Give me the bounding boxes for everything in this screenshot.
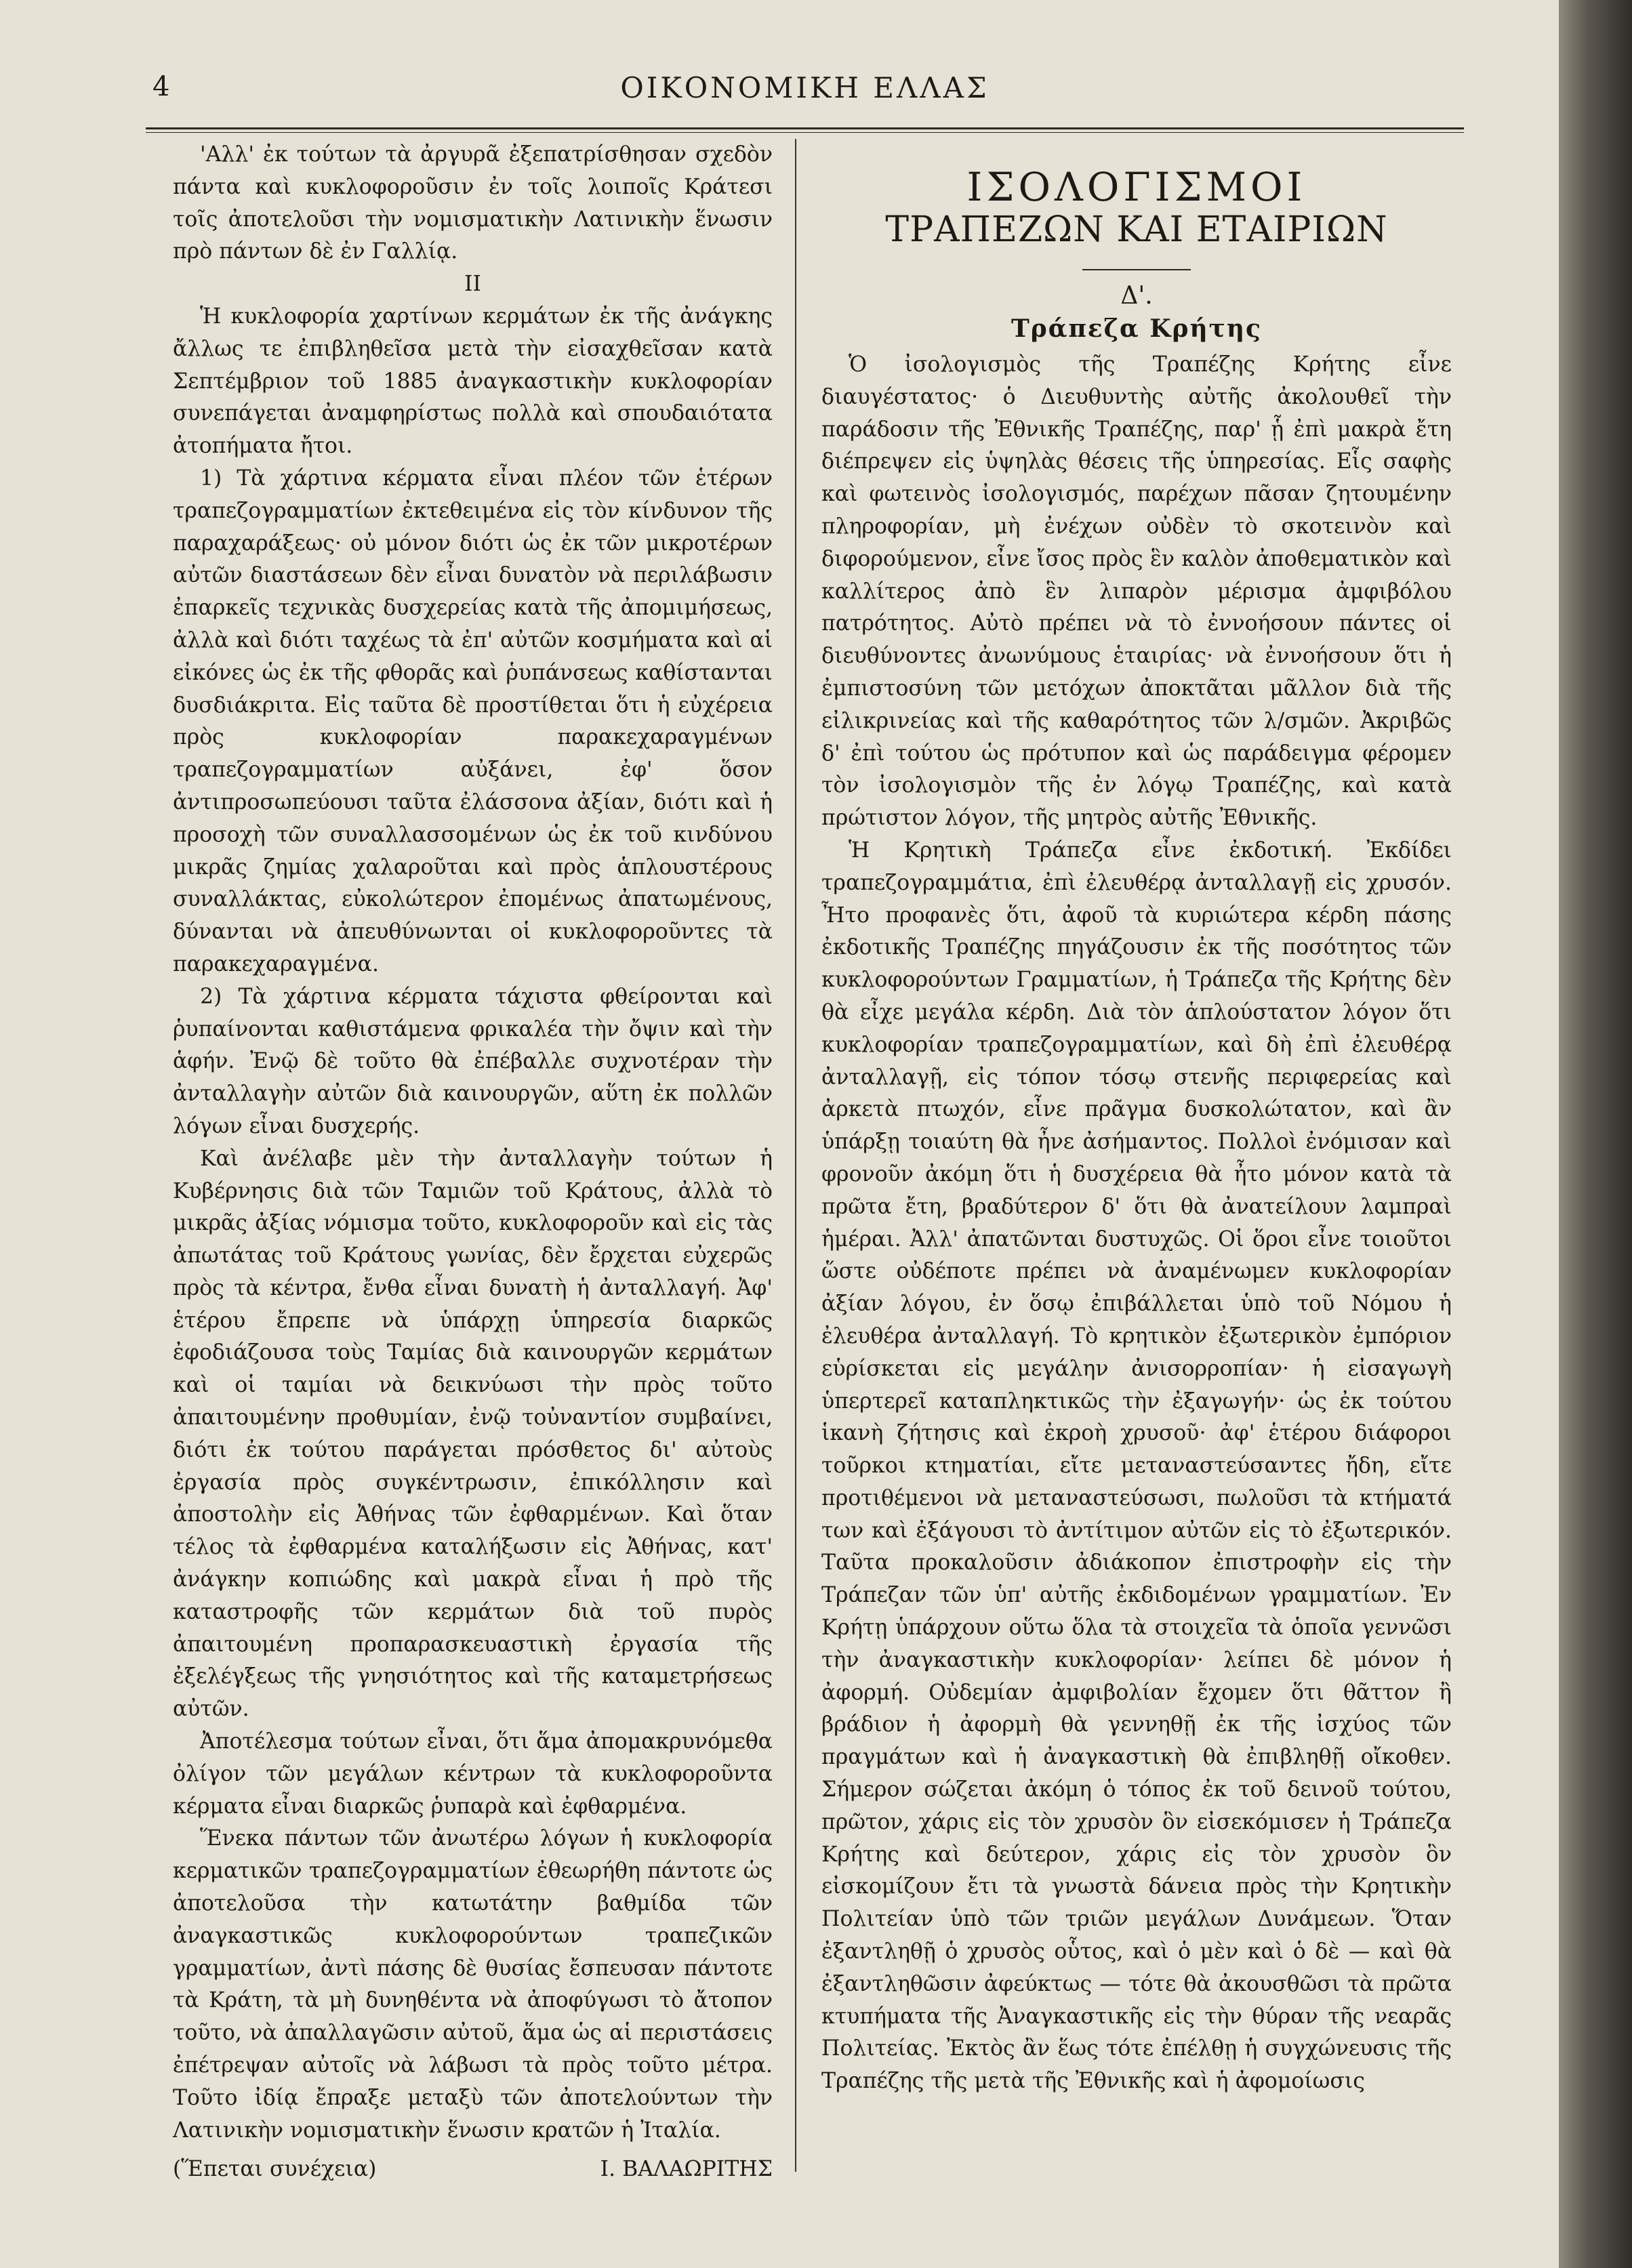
article-title: Τράπεζα Κρήτης xyxy=(1011,314,1262,343)
intro-paragraph: 'Αλλ' ἐκ τούτων τὰ ἀργυρᾶ ἐξεπατρίσθησαν σχεδὸν πάντα καὶ κυκλοφοροῦσιν ἐν τοῖς λοιποῖς Κράτεσι τοῖς ἀποτελοῦσι τὴν νομισματικὴν Λατινικὴν ἕνωσιν πρὸ πάντων δὲ ἐν Γαλλίᾳ. xyxy=(173,142,773,264)
left-paragraph: 1) Τὰ χάρτινα κέρματα εἶναι πλέον τῶν ἑτέρων τραπεζογραμματίων ἐκτεθειμένα εἰς τὸν κίνδυνον τῆς παραχαράξεως· οὐ μόνον διότι ὡς ἐκ τῶν μικροτέρων αὐτῶν διαστάσεων δὲν εἶναι δυνατὸν νὰ περιλάβωσιν ἐπαρκεῖς τεχνικὰς δυσχερείας κατὰ τῆς ἀπομιμήσεως, ἀλλὰ καὶ διότι ταχέως τὰ ἐπ' αὐτῶν κοσμήματα καὶ αἱ εἰκόνες ὡς ἐκ τῆς φθορᾶς καὶ ῥυπάνσεως καθίστανται δυσδιάκριτα. Εἰς ταῦτα δὲ προστίθεται ὅτι ἡ εὐχέρεια πρὸς κυκλοφορίαν παρακεχαραγμένων τραπεζογραμματίων αὐξάνει, ἐφ' ὅσον ἀντιπροσωπεύουσι ταῦτα ἐλάσσονα ἀξίαν, διότι καὶ ἡ προσοχὴ τῶν συναλλασσομένων ὡς ἐκ τοῦ κινδύνου μικρᾶς ζημίας χαλαροῦται καὶ πρὸς ἁπλουστέρους συναλλάκτας, εὐκολώτερον ἐπομένως ἀπατωμένους, δύνανται νὰ ἀπευθύνωνται οἱ κυκλοφοροῦντες τὰ παρακεχαραγμένα. xyxy=(173,466,773,976)
section-subheading: ΤΡΑΠΕΖΩΝ ΚΑΙ ΕΤΑΙΡΙΩΝ xyxy=(885,209,1388,250)
journal-title: ΟΙΚΟΝΟΜΙΚΗ ΕΛΛΑΣ xyxy=(620,71,990,104)
section-heading: ΙΣΟΛΟΓΙΣΜΟΙ xyxy=(966,164,1307,210)
section-mark: ΙΙ xyxy=(464,272,481,297)
continued-note: (Ἕπεται συνέχεια) xyxy=(173,2157,377,2182)
right-paragraph: Ἡ Κρητικὴ Τράπεζα εἶνε ἐκδοτική. Ἐκδίδει τραπεζογραμμάτια, ἐπὶ ἐλευθέρᾳ ἀνταλλαγῇ εἰς χρυσόν. Ἦτο προφανὲς ὅτι, ἀφοῦ τὰ κυριώτερα κέρδη πάσης ἐκδοτικῆς Τραπέζης πηγάζουσιν ἐκ τῆς ποσότητος τῶν κυκλοφορούντων Γραμματίων, ἡ Τράπεζα τῆς Κρήτης δὲν θὰ εἶχε μεγάλα κέρδη. Διὰ τὸν ἁπλούστατον λόγον ὅτι κυκλοφορίαν τραπεζογραμματίων, καὶ δὴ ἐπὶ ἐλευθέρᾳ ἀνταλλαγῇ, εἰς τόπον τόσῳ στενῆς περιφερείας καὶ ἀρκετὰ πτωχόν, εἶνε πρᾶγμα δυσκολώτατον, καὶ ἂν ὑπάρξῃ τοιαύτη θὰ ἦνε ἀσήμαντος. Πολλοὶ ἐνόμισαν καὶ φρονοῦν ἀκόμη ὅτι ἡ δυσχέρεια θὰ ἦτο μόνον κατὰ τὰ πρῶτα ἔτη, βραδύτερον δ' ὅτι θὰ ἀνατείλουν λαμπραὶ ἡμέραι. Ἀλλ' ἀπατῶνται δυστυχῶς. Οἱ ὅροι εἶνε τοιοῦτοι ὥστε οὐδέποτε πρέπει νὰ ἀναμένωμεν κυκλοφορίαν ἀξίαν λόγου, ἐν ὅσῳ ἐπιβάλλεται ὑπὸ τοῦ Νόμου ἡ ἐλευθέρα ἀνταλλαγή. Τὸ κρητικὸν ἐξωτερικὸν ἐμπόριον εὑρίσκεται εἰς μεγάλην ἀνισορροπίαν· ἡ εἰσαγωγὴ ὑπερτερεῖ καταπληκτικῶς τὴν ἐξαγωγήν· ὡς ἐκ τούτου ἱκανὴ ζήτησις καὶ ἐκροὴ χρυσοῦ· ἀφ' ἑτέρου διάφοροι τοῦρκοι κτηματίαι, εἴτε μεταναστεύσαντες ἤδη, εἴτε προτιθέμενοι νὰ μεταναστεύσωσι, πωλοῦσι τὰ κτήματά των καὶ ἐξάγουσι τὸ ἀντίτιμον αὐτῶν εἰς τὸ ἐξωτερικόν. Ταῦτα προκαλοῦσιν ἀδιάκοπον ἐπιστροφὴν εἰς τὴν Τράπεζαν τῶν ὑπ' αὐτῆς ἐκδιδομένων γραμματίων. Ἐν Κρήτῃ ὑπάρχουν οὕτω ὅλα τὰ στοιχεῖα τὰ ὁποῖα γεννῶσι τὴν ἀναγκαστικὴν κυκλοφορίαν· λείπει δὲ μόνον ἡ ἀφορμή. Οὐδεμίαν ἀμφιβολίαν ἔχομεν ὅτι θᾶττον ἢ βράδιον ἡ ἀφορμὴ θὰ γεννηθῇ ἐκ τῆς ἰσχύος τῶν πραγμάτων καὶ ἡ ἀναγκαστικὴ θὰ ἐπιβληθῇ οἴκοθεν. Σήμερον σώζεται ἀκόμη ὁ τόπος ἐκ τοῦ δεινοῦ τούτου, πρῶτον, χάρις εἰς τὸν χρυσὸν ὃν εἰσεκόμισεν ἡ Τράπεζα Κρήτης καὶ δεύτερον, χάρις εἰς τὸν χρυσὸν ὃν εἰσκομίζουν ἔτι τὰ γνωστὰ δάνεια πρὸς τὴν Κρητικὴν Πολιτείαν ὑπὸ τῶν τριῶν μεγάλων Δυνάμεων. Ὅταν ἐξαντληθῇ ὁ χρυσὸς οὗτος, καὶ ὁ μὲν καὶ ὁ δὲ — καὶ θὰ ἐξαντληθῶσιν ἀφεύκτως — τότε θὰ ἀκουσθῶσι τὰ πρῶτα κτυπήματα τῆς Ἀναγκαστικῆς εἰς τὴν θύραν τῆς νεαρᾶς Πολιτείας. Ἐκτὸς ἂν ἕως τότε ἐπέλθῃ ἡ συγχώνευσις τῆς Τραπέζης τῆς μετὰ τῆς Ἐθνικῆς καὶ ἡ ἀφομοίωσις xyxy=(821,838,1452,2094)
left-paragraph: Ἕνεκα πάντων τῶν ἀνωτέρω λόγων ἡ κυκλοφορία κερματικῶν τραπεζογραμματίων ἐθεωρήθη πάντοτε ὡς ἀποτελοῦσα τὴν κατωτάτην βαθμίδα τῶν ἀναγκαστικῶς κυκλοφορούντων τραπεζικῶν γραμματίων, ἀντὶ πάσης δὲ θυσίας ἔσπευσαν πάντοτε τὰ Κράτη, τὰ μὴ δυνηθέντα νὰ ἀποφύγωσι τὸ ἄτοπον τοῦτο, νὰ ἀπαλλαγῶσιν αὐτοῦ, ἅμα ὡς αἱ περιστάσεις ἐπέτρεψαν αὐτοῖς νὰ λάβωσι τὰ πρὸς τοῦτο μέτρα. Τοῦτο ἰδίᾳ ἔπραξε μεταξὺ τῶν ἀποτελούντων τὴν Λατινικὴν νομισματικὴν ἕνωσιν κρατῶν ἡ Ἰταλία. xyxy=(173,1826,773,2143)
right-column xyxy=(821,139,1452,2098)
left-paragraph: Ἡ κυκλοφορία χαρτίνων κερμάτων ἐκ τῆς ἀνάγκης ἄλλως τε ἐπιβληθεῖσα μετὰ τὴν εἰσαχθεῖσαν κατὰ Σεπτέμβριον τοῦ 1885 ἀναγκαστικὴν κυκλοφορίαν συνεπάγεται ἀναμφηρίστως πολλὰ καὶ σπουδαιότατα ἀτοπήματα ἤτοι. xyxy=(173,304,773,459)
binding-edge xyxy=(1559,0,1632,2268)
heading-rule xyxy=(1082,269,1191,270)
article-signoff xyxy=(173,2153,773,2186)
left-column xyxy=(173,139,773,2186)
column-divider xyxy=(795,139,796,2172)
page-number: 4 xyxy=(152,71,170,102)
left-paragraph: Ἀποτέλεσμα τούτων εἶναι, ὅτι ἅμα ἀπομακρυνόμεθα ὀλίγον τῶν μεγάλων κέντρων τὰ κυκλοφοροῦντα κέρματα εἶναι διαρκῶς ῥυπαρὰ καὶ ἐφθαρμένα. xyxy=(173,1729,773,1819)
header-rule xyxy=(146,127,1464,133)
author-signature: Ι. ΒΑΛΑΩΡΙΤΗΣ xyxy=(600,2157,773,2182)
page-header xyxy=(152,64,1457,119)
left-paragraph: Καὶ ἀνέλαβε μὲν τὴν ἀνταλλαγὴν τούτων ἡ Κυβέρνησις διὰ τῶν Ταμιῶν τοῦ Κράτους, ἀλλὰ τὸ μικρᾶς ἀξίας νόμισμα τοῦτο, κυκλοφοροῦν καὶ εἰς τὰς ἀπωτάτας τοῦ Κράτους γωνίας, δὲν ἔρχεται εὐχερῶς πρὸς τὰ κέντρα, ἔνθα εἶναι δυνατὴ ἡ ἀνταλλαγή. Ἀφ' ἑτέρου ἔπρεπε νὰ ὑπάρχῃ ὑπηρεσία διαρκῶς ἐφοδιάζουσα τοὺς Ταμίας διὰ καινουργῶν κερμάτων καὶ οἱ ταμίαι νὰ δεικνύωσι τὴν πρὸς τοῦτο ἀπαιτουμένην προθυμίαν, ἐνῷ τοὐναντίον συμβαίνει, διότι ἐκ τούτου παράγεται πρόσθετος δι' αὐτοὺς ἐργασία πρὸς συγκέντρωσιν, ἐπικόλλησιν καὶ ἀποστολὴν εἰς Ἀθήνας τῶν ἐφθαρμένων. Καὶ ὅταν τέλος τὰ ἐφθαρμένα καταλήξωσιν εἰς Ἀθήνας, κατ' ἀνάγκην κοπιώδης καὶ μακρὰ εἶναι ἡ πρὸ τῆς καταστροφῆς τῶν κερμάτων διὰ τοῦ πυρὸς ἀπαιτουμένη προπαρασκευαστικὴ ἐργασία τῆς ἐξελέγξεως τῆς γνησιότητος καὶ τῆς καταμετρήσεως αὐτῶν. xyxy=(173,1146,773,1722)
series-mark: Δ'. xyxy=(1120,282,1153,310)
left-paragraph: 2) Τὰ χάρτινα κέρματα τάχιστα φθείρονται καὶ ῥυπαίνονται καθιστάμενα φρικαλέα τὴν ὄψιν καὶ τὴν ἁφήν. Ἐνῷ δὲ τοῦτο θὰ ἐπέβαλλε συχνοτέραν τὴν ἀνταλλαγὴν αὐτῶν διὰ καινουργῶν, αὕτη ἐκ πολλῶν λόγων εἶναι δυσχερής. xyxy=(173,984,773,1138)
right-paragraph: Ὁ ἰσολογισμὸς τῆς Τραπέζης Κρήτης εἶνε διαυγέστατος· ὁ Διευθυντὴς αὐτῆς ἀκολουθεῖ τὴν παράδοσιν τῆς Ἐθνικῆς Τραπέζης, παρ' ᾗ ἐπὶ μακρὰ ἔτη διέπρεψεν εἰς ὑψηλὰς θέσεις τῆς ὑπηρεσίας. Εἷς σαφὴς καὶ φωτεινὸς ἰσολογισμός, παρέχων πᾶσαν ζητουμένην πληροφορίαν, μὴ ἐνέχων οὐδὲν τὸ σκοτεινὸν καὶ διφορούμενον, εἶνε ἴσος πρὸς ἓν καλὸν ἀποθεματικὸν καὶ καλλίτερος ἀπὸ ἓν λιπαρὸν μέρισμα ἀμφιβόλου πατρότητος. Αὐτὸ πρέπει νὰ τὸ ἐννοήσουν πάντες οἱ διευθύνοντες ἀνωνύμους ἑταιρίας· νὰ ἐννοήσουν ὅτι ἡ ἐμπιστοσύνη τῶν μετόχων ἀποκτᾶται μᾶλλον διὰ τῆς εἰλικρινείας καὶ τῆς καθαρότητος τῶν λ/σμῶν. Ἀκριβῶς δ' ἐπὶ τούτου ὡς πρότυπον καὶ ὡς παράδειγμα φέρομεν τὸν ἰσολογισμὸν τῆς ἐν λόγῳ Τραπέζης, καὶ κατὰ πρώτιστον λόγον, τῆς μητρὸς αὐτῆς Ἐθνικῆς. xyxy=(821,352,1452,831)
